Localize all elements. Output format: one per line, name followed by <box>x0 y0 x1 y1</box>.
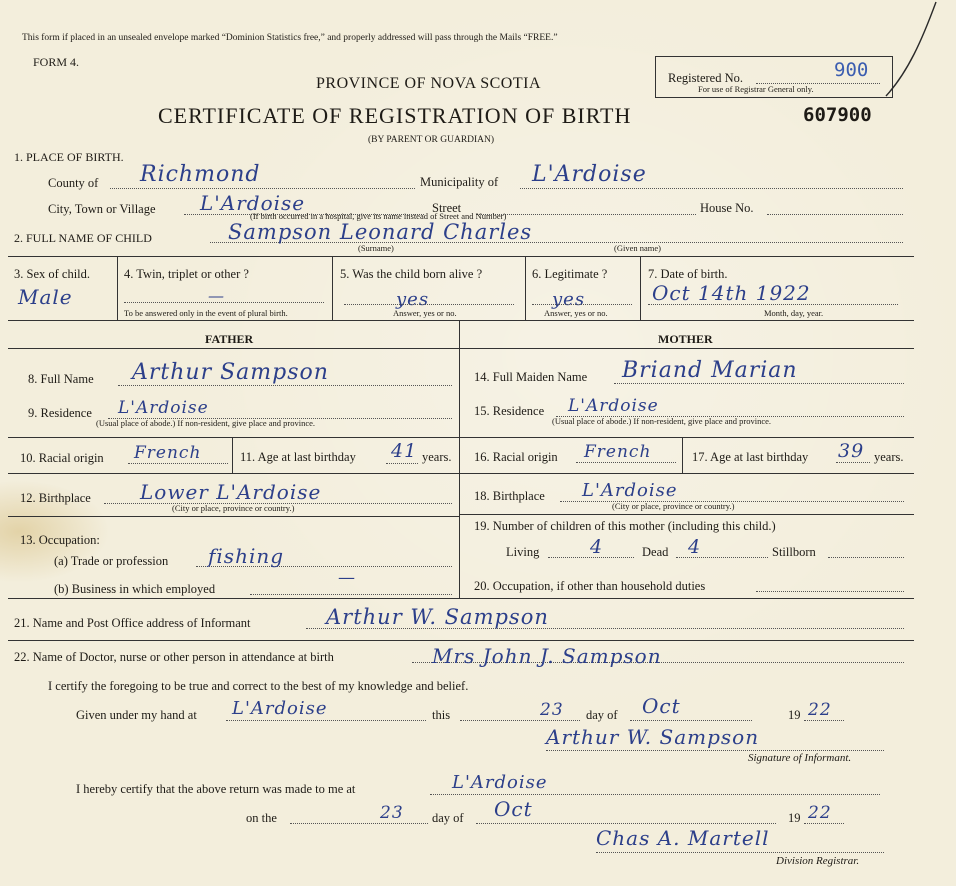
mother-age-value: 39 <box>838 440 865 462</box>
certify-day-of-label: day of <box>586 708 618 722</box>
surname-note: (Surname) <box>358 243 394 253</box>
certify-year-value: 22 <box>808 700 832 720</box>
given-under-label: Given under my hand at <box>76 708 197 722</box>
legitimate-value: yes <box>552 289 586 310</box>
mother-age-label: 17. Age at last birthday <box>692 450 809 464</box>
city-label: City, Town or Village <box>48 202 156 216</box>
father-residence-value: L'Ardoise <box>118 398 209 418</box>
on-the-label: on the <box>246 811 277 825</box>
father-business-label: (b) Business in which employed <box>54 582 216 596</box>
legitimate-label: 6. Legitimate ? <box>532 267 608 281</box>
registrar-place-value: L'Ardoise <box>452 772 548 793</box>
father-residence-note: (Usual place of abode.) If non-resident, give place and province. <box>96 418 316 428</box>
given-place-value: L'Ardoise <box>232 698 328 719</box>
registrar-certify-text: I hereby certify that the above return was made to me at <box>76 782 356 796</box>
mother-heading: MOTHER <box>658 332 713 346</box>
father-trade-label: (a) Trade or profession <box>54 554 169 568</box>
hospital-note: (If birth occurred in a hospital, give its name instead of Street and Number) <box>250 211 507 221</box>
registered-no-value: 900 <box>834 59 869 81</box>
place-of-birth-label: 1. PLACE OF BIRTH. <box>14 150 124 164</box>
dead-value: 4 <box>688 536 702 558</box>
twin-value: — <box>208 286 225 305</box>
doctor-label: 22. Name of Doctor, nurse or other person in attendance at birth <box>14 650 334 664</box>
date-of-birth-value: Oct 14th 1922 <box>652 281 811 305</box>
registrar-day-value: 23 <box>380 803 404 823</box>
certify-month-value: Oct <box>642 694 681 718</box>
registrar-year-value: 22 <box>808 803 832 823</box>
legitimate-note: Answer, yes or no. <box>544 308 608 318</box>
living-value: 4 <box>590 536 604 558</box>
registrar-month-value: Oct <box>494 797 533 821</box>
date-of-birth-note: Month, day, year. <box>764 308 824 318</box>
mother-racial-value: French <box>584 442 652 462</box>
father-business-value: — <box>338 568 356 588</box>
registered-no-label: Registered No. <box>668 71 743 85</box>
mother-residence-note: (Usual place of abode.) If non-resident, give place and province. <box>552 416 772 426</box>
twin-note: To be answered only in the event of plural birth. <box>124 308 288 318</box>
certify-year-prefix: 19 <box>788 708 801 722</box>
stillborn-label: Stillborn <box>772 545 816 559</box>
registrar-signature: Chas A. Martell <box>596 826 770 850</box>
municipality-label: Municipality of <box>420 175 499 189</box>
certify-day-value: 23 <box>540 700 564 720</box>
province-heading: PROVINCE OF NOVA SCOTIA <box>316 75 542 92</box>
mother-birthplace-label: 18. Birthplace <box>474 489 545 503</box>
informant-label: 21. Name and Post Office address of Informant <box>14 616 251 630</box>
sex-label: 3. Sex of child. <box>14 267 91 281</box>
father-age-value: 41 <box>391 440 418 462</box>
twin-label: 4. Twin, triplet or other ? <box>124 267 249 281</box>
dead-label: Dead <box>642 545 669 559</box>
date-of-birth-label: 7. Date of birth. <box>648 267 728 281</box>
city-value: L'Ardoise <box>200 191 306 215</box>
mother-name-value: Briand Marian <box>622 358 798 383</box>
informant-signature-label: Signature of Informant. <box>748 752 852 764</box>
informant-value: Arthur W. Sampson <box>326 605 549 629</box>
mother-racial-label: 16. Racial origin <box>474 450 558 464</box>
registrar-day-of-label: day of <box>432 811 464 825</box>
father-residence-label: 9. Residence <box>28 406 92 420</box>
child-name-label: 2. FULL NAME OF CHILD <box>14 231 152 245</box>
living-label: Living <box>506 545 540 559</box>
given-name-note: (Given name) <box>614 243 661 253</box>
father-birthplace-note: (City or place, province or country.) <box>172 503 295 513</box>
form-number: FORM 4. <box>33 55 80 69</box>
serial-stamp: 607900 <box>803 104 872 126</box>
mother-birthplace-value: L'Ardoise <box>582 480 678 501</box>
this-label: this <box>432 708 451 722</box>
pen-mark-icon <box>856 0 946 100</box>
doctor-value: Mrs John J. Sampson <box>432 644 662 668</box>
born-alive-label: 5. Was the child born alive ? <box>340 267 483 281</box>
postal-notice: This form if placed in an unsealed envelope marked “Dominion Statistics free,” and properly addressed will pass through the Mails “FREE.” <box>22 33 558 43</box>
father-years-label: years. <box>422 450 452 464</box>
county-label: County of <box>48 176 99 190</box>
informant-signature: Arthur W. Sampson <box>546 725 760 749</box>
mother-years-label: years. <box>874 450 904 464</box>
father-age-label: 11. Age at last birthday <box>240 450 356 464</box>
father-birthplace-label: 12. Birthplace <box>20 491 91 505</box>
mother-name-label: 14. Full Maiden Name <box>474 370 588 384</box>
house-no-label: House No. <box>700 201 754 215</box>
father-racial-value: French <box>134 443 202 463</box>
born-alive-value: yes <box>396 289 430 310</box>
child-name-value: Sampson Leonard Charles <box>228 220 533 244</box>
mother-occupation-label: 20. Occupation, if other than household duties <box>474 579 706 593</box>
certificate-subtitle: (BY PARENT OR GUARDIAN) <box>368 135 495 145</box>
father-occupation-label: 13. Occupation: <box>20 533 100 547</box>
street-label: Street <box>432 201 462 215</box>
certify-text: I certify the foregoing to be true and correct to the best of my knowledge and belief. <box>48 679 469 693</box>
father-name-value: Arthur Sampson <box>132 360 329 385</box>
mother-residence-label: 15. Residence <box>474 404 545 418</box>
municipality-value: L'Ardoise <box>532 162 647 187</box>
born-alive-note: Answer, yes or no. <box>393 308 457 318</box>
mother-children-label: 19. Number of children of this mother (including this child.) <box>474 519 776 533</box>
father-heading: FATHER <box>205 332 254 346</box>
county-value: Richmond <box>140 162 261 187</box>
father-racial-label: 10. Racial origin <box>20 451 104 465</box>
mother-birthplace-note: (City or place, province or country.) <box>612 501 735 511</box>
father-trade-value: fishing <box>208 544 285 568</box>
sex-value: Male <box>18 285 73 309</box>
registrar-general-note: For use of Registrar General only. <box>698 84 814 94</box>
registrar-signature-label: Division Registrar. <box>776 855 860 867</box>
registrar-year-prefix: 19 <box>788 811 801 825</box>
father-name-label: 8. Full Name <box>28 372 94 386</box>
father-birthplace-value: Lower L'Ardoise <box>140 480 322 504</box>
certificate-title: CERTIFICATE OF REGISTRATION OF BIRTH <box>158 103 632 128</box>
mother-residence-value: L'Ardoise <box>568 396 659 416</box>
